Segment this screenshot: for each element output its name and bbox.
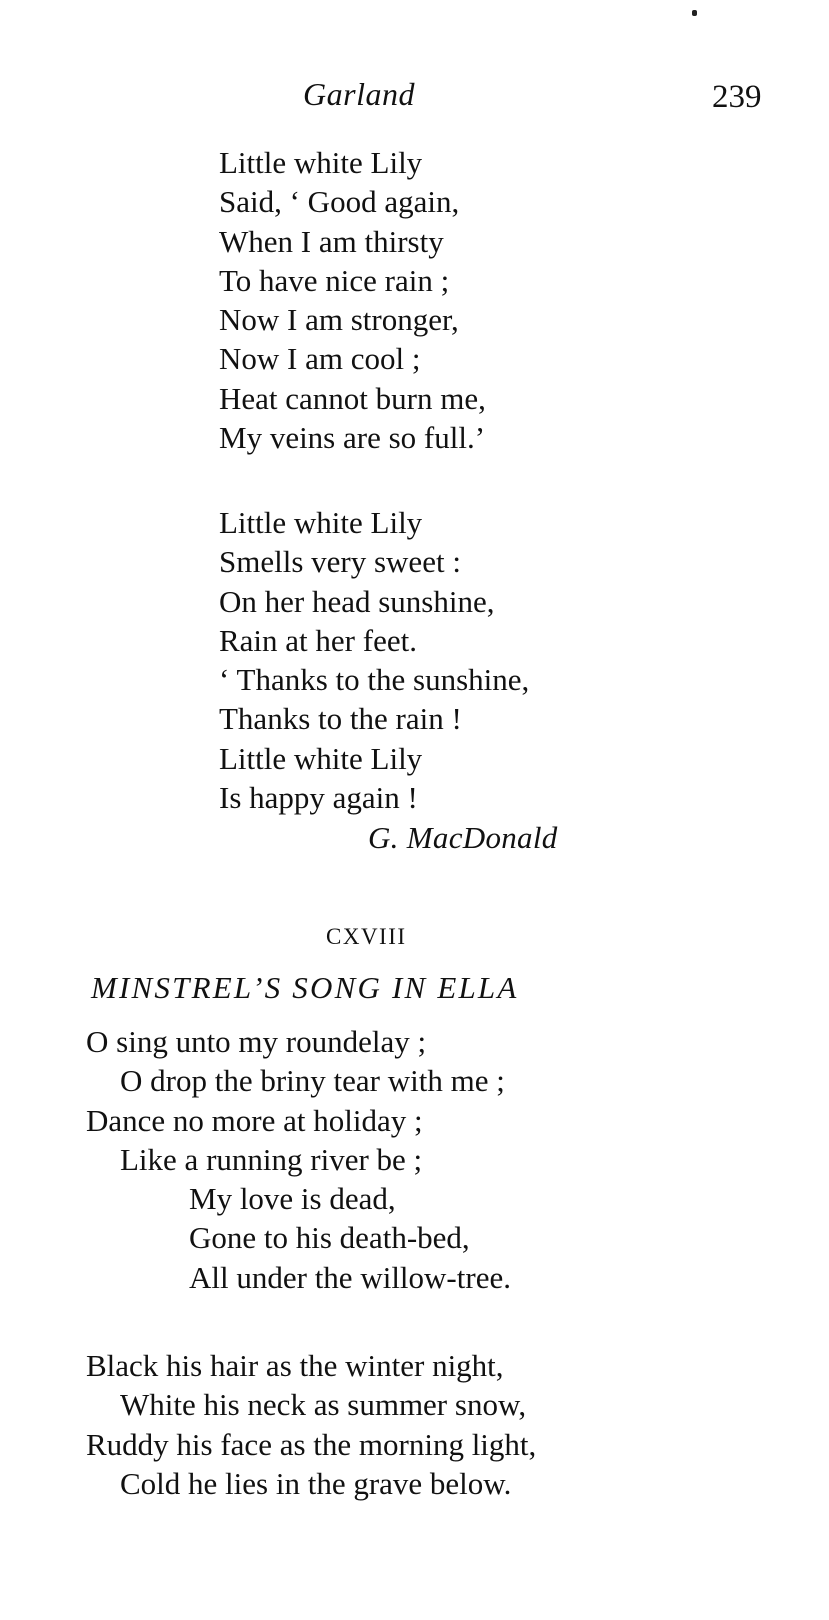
poem-line: All under the willow-tree. bbox=[189, 1259, 511, 1295]
running-title: Garland bbox=[303, 76, 415, 112]
poem-line: Thanks to the rain ! bbox=[219, 701, 462, 737]
poem-line: When I am thirsty bbox=[219, 223, 444, 259]
author-attribution: G. MacDonald bbox=[368, 820, 558, 855]
poem-line: Rain at her feet. bbox=[219, 622, 417, 658]
poem-line: Now I am cool ; bbox=[219, 341, 421, 377]
lily-stanza-2 bbox=[219, 503, 529, 817]
poem-title: MINSTREL’S SONG IN ELLA bbox=[91, 970, 519, 1005]
poem-line: Little white Lily bbox=[219, 505, 423, 540]
poem-line: Gone to his death-bed, bbox=[189, 1220, 470, 1256]
poem-line: Ruddy his face as the morning light, bbox=[86, 1426, 537, 1462]
lily-stanza-1 bbox=[219, 143, 486, 457]
ink-speck bbox=[692, 10, 697, 16]
poem-line: My veins are so full.’ bbox=[219, 420, 486, 456]
poem-line: O sing unto my roundelay ; bbox=[86, 1024, 427, 1059]
poem-line: Like a running river be ; bbox=[120, 1141, 423, 1177]
section-number: CXVIII bbox=[326, 924, 407, 949]
minstrel-stanza-2 bbox=[86, 1346, 536, 1503]
running-head bbox=[0, 76, 829, 120]
poem-line: White his neck as summer snow, bbox=[120, 1387, 527, 1423]
poem-line: Is happy again ! bbox=[219, 780, 418, 816]
minstrel-stanza-1 bbox=[86, 1022, 511, 1297]
poem-line: My love is dead, bbox=[189, 1181, 396, 1217]
poem-line: Little white Lily bbox=[219, 740, 423, 776]
poem-line: Cold he lies in the grave below. bbox=[120, 1465, 512, 1501]
poem-line: ‘ Thanks to the sunshine, bbox=[219, 662, 530, 698]
poem-line: O drop the briny tear with me ; bbox=[120, 1063, 505, 1099]
poem-line: Now I am stronger, bbox=[219, 302, 459, 338]
poem-line: Heat cannot burn me, bbox=[219, 380, 486, 416]
poem-line: Smells very sweet : bbox=[219, 544, 461, 580]
poem-line: Black his hair as the winter night, bbox=[86, 1348, 504, 1383]
poem-line: Dance no more at holiday ; bbox=[86, 1102, 423, 1138]
page-number: 239 bbox=[712, 79, 762, 115]
poem-line: To have nice rain ; bbox=[219, 262, 450, 298]
poem-line: Said, ‘ Good again, bbox=[219, 184, 460, 220]
poem-line: On her head sunshine, bbox=[219, 583, 495, 619]
poem-line: Little white Lily bbox=[219, 145, 423, 180]
